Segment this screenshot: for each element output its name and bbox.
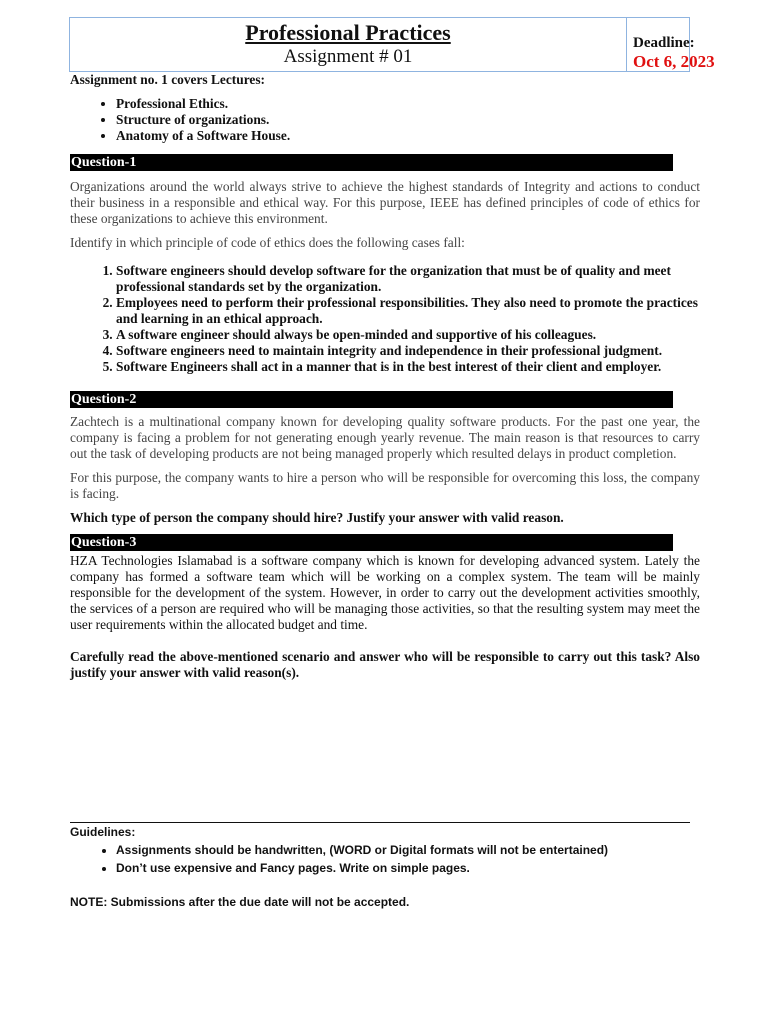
question-1-paragraph: Organizations around the world always strive to achieve the highest standards of Integrity and actions to conduct their business in a responsible and ethical way. For this purpose, IEEE has defined principles of code of ethics for these organizations to achieve this environment. bbox=[70, 179, 700, 226]
cases-list bbox=[70, 263, 700, 375]
list-item: • Structure of organizations. bbox=[116, 112, 700, 128]
question-2-prompt: Which type of person the company should hire? Justify your answer with valid reason. bbox=[70, 510, 564, 525]
question-1-heading: Question-1 bbox=[70, 154, 673, 171]
list-item: • Professional Ethics. bbox=[116, 96, 700, 112]
list-item: 4. Software engineers need to maintain integrity and independence in their professional judgment. bbox=[116, 343, 700, 359]
deadline-label: Deadline: bbox=[633, 35, 695, 51]
deadline-cell bbox=[627, 18, 715, 71]
document-subtitle: Assignment # 01 bbox=[283, 46, 413, 67]
list-item: 1. Software engineers should develop software for the organization that must be of quality and meet professional standards set by the organization. bbox=[116, 263, 700, 295]
list-item: • Anatomy of a Software House. bbox=[116, 128, 700, 144]
list-item: 3. A software engineer should always be open-minded and supportive of his colleagues. bbox=[116, 327, 700, 343]
header-title-cell bbox=[70, 18, 627, 71]
submission-note: NOTE: Submissions after the due date will not be accepted. bbox=[70, 895, 410, 909]
header-box bbox=[69, 17, 715, 72]
list-item: 5. Software Engineers shall act in a manner that is in the best interest of their client and employer. bbox=[116, 359, 700, 375]
intro-heading: Assignment no. 1 covers Lectures: bbox=[70, 72, 266, 87]
question-3-prompt: Carefully read the above-mentioned scenario and answer who will be responsible to carry out this task? Also justify your answer with valid reason(s). bbox=[70, 649, 700, 680]
question-1-instruction: Identify in which principle of code of ethics does the following cases fall: bbox=[70, 235, 465, 250]
list-item: 2. Employees need to perform their professional responsibilities. They also need to promote the practices and learning in an ethical approach. bbox=[116, 295, 700, 327]
guidelines-section bbox=[70, 808, 690, 911]
deadline-date: Oct 6, 2023 bbox=[633, 52, 715, 71]
guidelines-label: Guidelines: bbox=[70, 825, 136, 839]
question-2-paragraph-2: For this purpose, the company wants to hire a person who will be responsible for overcoming this loss, the company is facing. bbox=[70, 470, 700, 501]
question-3-heading: Question-3 bbox=[70, 534, 673, 551]
guidelines-list bbox=[70, 841, 690, 877]
list-item: • Assignments should be handwritten, (WORD or Digital formats will not be entertained) bbox=[116, 841, 690, 859]
question-3-paragraph: HZA Technologies Islamabad is a software company which is known for developing advanced system. Lately the company has formed a software team which will be working on a complex system. The team will be mainly responsible for the development of the system. However, in order to carry out the development activities smoothly, the services of a person are required who will be managing those activities, so that the resulting system may meet the user requirements within the allocated budget and time. bbox=[70, 553, 700, 632]
topics-list bbox=[70, 96, 700, 144]
question-2-heading: Question-2 bbox=[70, 391, 673, 408]
list-item: • Don’t use expensive and Fancy pages. Write on simple pages. bbox=[116, 859, 690, 877]
main-content bbox=[70, 72, 700, 681]
question-2-paragraph: Zachtech is a multinational company known for developing quality software products. For the past one year, the company is facing a problem for not generating enough yearly revenue. The main reason is that resources to carry out the task of developing products are not being managed properly which resulted delays in product completion. bbox=[70, 414, 700, 461]
document-title: Professional Practices bbox=[245, 20, 451, 45]
